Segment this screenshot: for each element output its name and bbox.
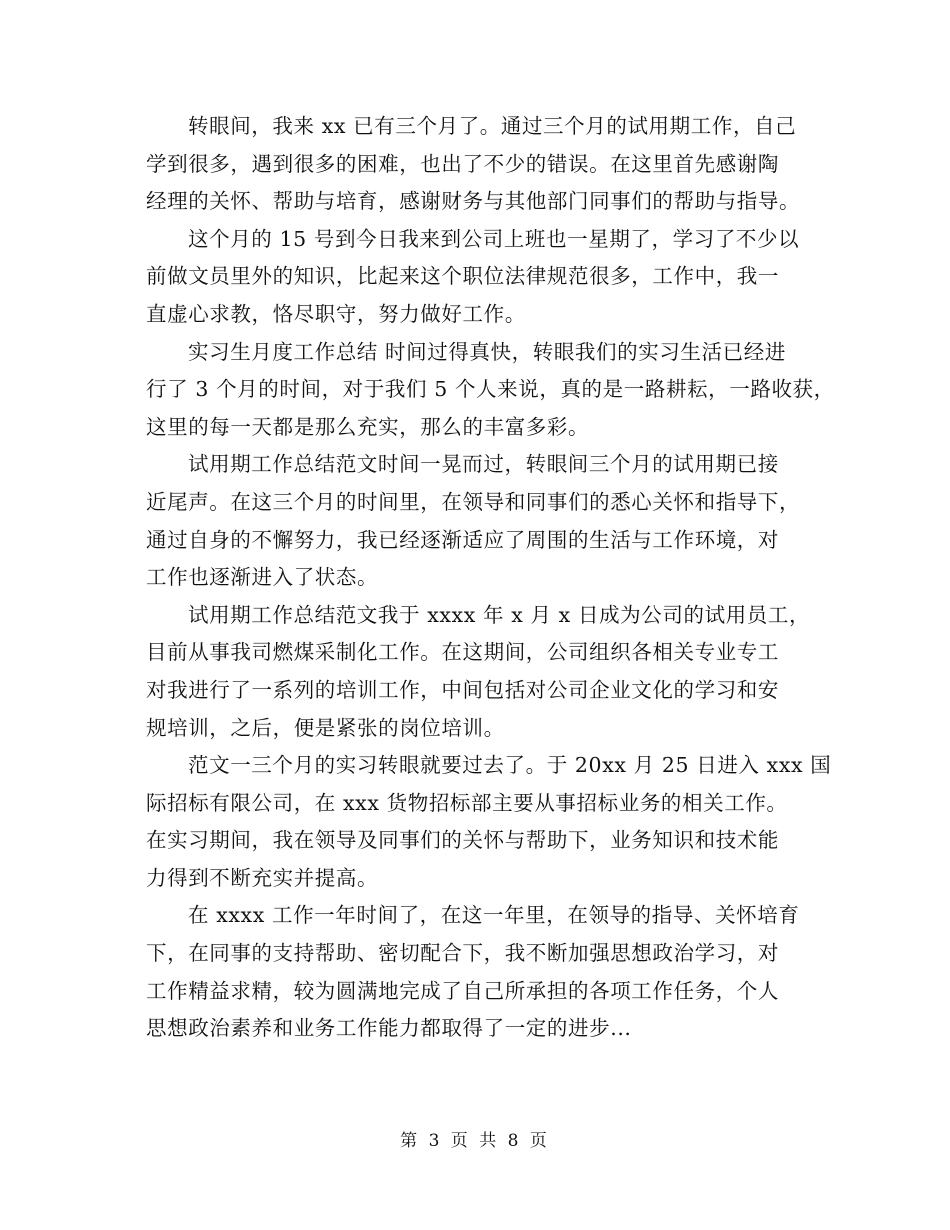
paragraph-3 [146, 334, 835, 447]
paragraph-5 [146, 597, 816, 747]
paragraph-line: 工作精益求精，较为圆满地完成了自己所承担的各项工作任务，个人 [146, 978, 779, 1003]
paragraph-line: 试用期工作总结范文时间一晃而过，转眼间三个月的试用期已接 [188, 452, 779, 477]
paragraph-line: 前做文员里外的知识，比起来这个职位法律规范很多，工作中，我一 [146, 264, 779, 289]
paragraph-line: 直虚心求教，恪尽职守，努力做好工作。 [146, 301, 526, 326]
paragraph-line: 通过自身的不懈努力，我已经逐渐适应了周围的生活与工作环境，对 [146, 527, 779, 552]
paragraph-line: 经理的关怀、帮助与培育，感谢财务与其他部门同事们的帮助与指导。 [146, 189, 801, 214]
paragraph-line: 范文一三个月的实习转眼就要过去了。于 20xx 月 25 日进入 xxx 国 [188, 753, 832, 778]
paragraph-4 [146, 446, 816, 596]
paragraph-line: 工作也逐渐进入了状态。 [146, 565, 379, 590]
paragraph-line: 力得到不断充实并提高。 [146, 865, 379, 890]
paragraph-6 [146, 747, 832, 897]
paragraph-line: 际招标有限公司，在 xxx 货物招标部主要从事招标业务的相关工作。 [146, 790, 788, 815]
paragraph-line: 近尾声。在这三个月的时间里，在领导和同事们的悉心关怀和指导下， [146, 489, 801, 514]
page-number-footer: 第 3 页 共 8 页 [400, 1131, 550, 1151]
paragraph-line: 思想政治素养和业务工作能力都取得了一定的进步... [146, 1016, 632, 1041]
paragraph-2 [146, 221, 816, 334]
paragraph-line: 这个月的 15 号到今日我来到公司上班也一星期了，学习了不少以 [188, 226, 800, 251]
paragraph-1 [146, 108, 816, 221]
paragraph-line: 试用期工作总结范文我于 xxxx 年 x 月 x 日成为公司的试用员工， [188, 602, 811, 627]
paragraph-7 [146, 897, 816, 1047]
paragraph-line: 实习生月度工作总结 时间过得真快，转眼我们的实习生活已经进 [188, 339, 786, 364]
paragraph-line: 学到很多，遇到很多的困难，也出了不少的错误。在这里首先感谢陶 [146, 151, 779, 176]
paragraph-line: 这里的每一天都是那么充实，那么的丰富多彩。 [146, 414, 590, 439]
paragraph-line: 目前从事我司燃煤采制化工作。在这期间，公司组织各相关专业专工 [146, 640, 779, 665]
paragraph-line: 对我进行了一系列的培训工作，中间包括对公司企业文化的学习和安 [146, 677, 779, 702]
paragraph-line: 在 xxxx 工作一年时间了，在这一年里，在领导的指导、关怀培育 [188, 903, 800, 928]
paragraph-line: 在实习期间，我在领导及同事们的关怀与帮助下，业务知识和技术能 [146, 828, 779, 853]
paragraph-line: 行了 3 个月的时间，对于我们 5 个人来说，真的是一路耕耘，一路收获， [146, 377, 835, 402]
document-body [146, 108, 835, 1048]
paragraph-line: 下，在同事的支持帮助、密切配合下，我不断加强思想政治学习，对 [146, 941, 779, 966]
paragraph-line: 规培训，之后，便是紧张的岗位培训。 [146, 715, 505, 740]
paragraph-line: 转眼间，我来 xx 已有三个月了。通过三个月的试用期工作，自己 [188, 114, 797, 138]
